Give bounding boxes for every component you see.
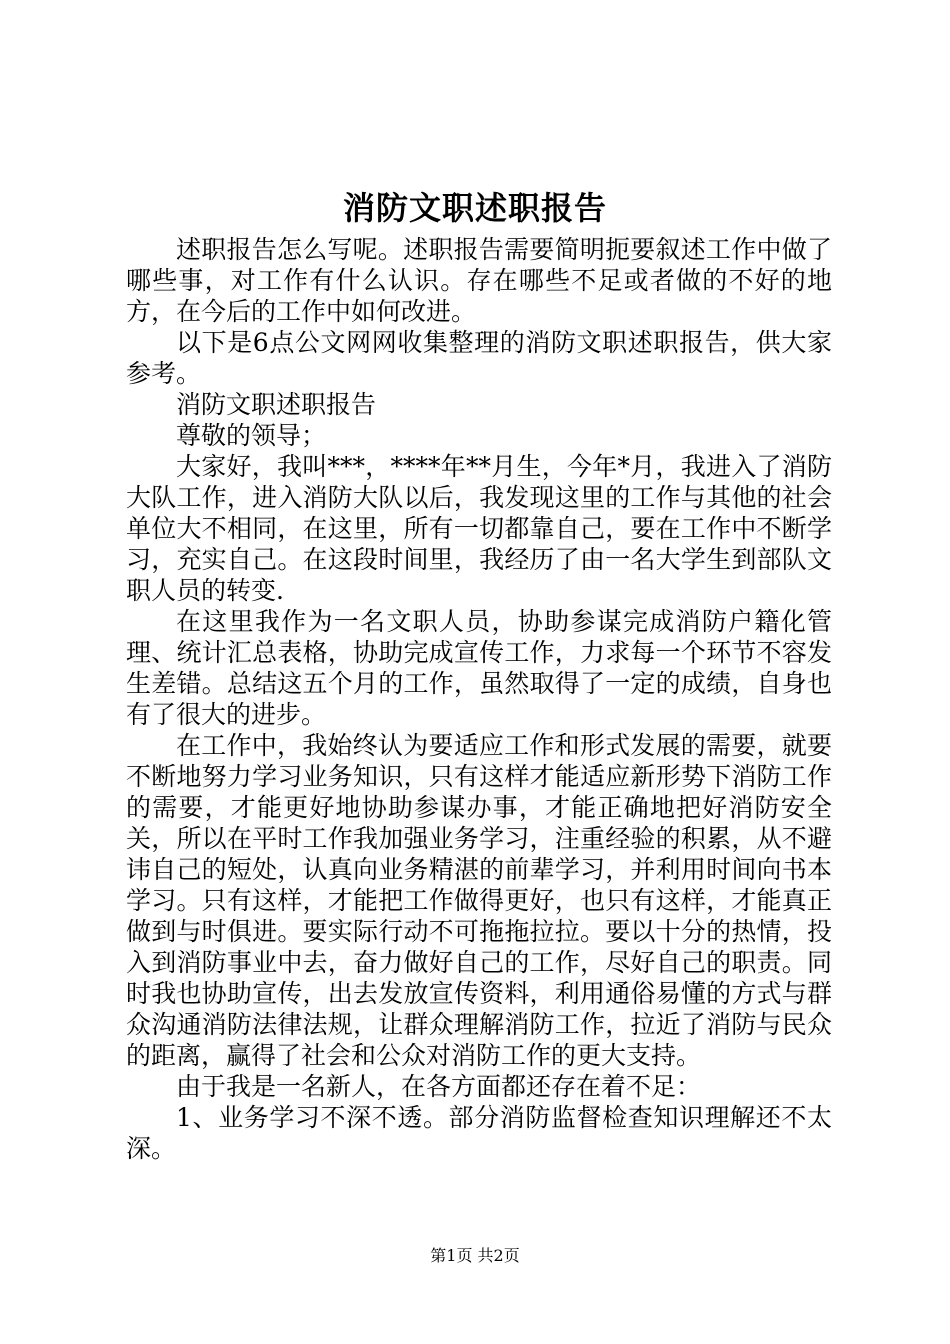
paragraph-work-attitude: 在工作中，我始终认为要适应工作和形式发展的需要，就要不断地努力学习业务知识，只有这样才能适应新形势下消防工作的需要，才能更好地协助参谋办事，才能正确地把好消防安全关，所以在平时工作我加强业务学习，注重经验的积累，从不避讳自己的短处，认真向业务精湛的前辈学习，并利用时间向书本学习。只有这样，才能把工作做得更好，也只有这样，才能真正做到与时俱进。要实际行动不可拖拖拉拉。要以十分的热情，投入到消防事业中去，奋力做好自己的工作，尽好自己的职责。同时我也协助宣传，出去发放宣传资料，利用通俗易懂的方式与群众沟通消防法律法规，让群众理解消防工作，拉近了消防与民众的距离，赢得了社会和公众对消防工作的更大支持。 xyxy=(126,731,832,1070)
page-footer: 第1页 共2页 xyxy=(430,1246,520,1265)
paragraph-intro: 述职报告怎么写呢。述职报告需要简明扼要叙述工作中做了哪些事，对工作有什么认识。存在哪些不足或者做的不好的地方，在今后的工作中如何改进。 xyxy=(126,235,832,326)
paragraph-self-introduction: 大家好，我叫***，****年**月生，今年*月，我进入了消防大队工作，进入消防大队以后，我发现这里的工作与其他的社会单位大不相同，在这里，所有一切都靠自己，要在工作中不断学习，充实自己。在这段时间里，我经历了由一名大学生到部队文职人员的转变. xyxy=(126,452,832,605)
paragraph-shortcoming-1: 1、业务学习不深不透。部分消防监督检查知识理解还不太深。 xyxy=(126,1103,832,1163)
paragraph-salutation: 尊敬的领导； xyxy=(176,421,327,450)
paragraph-source: 以下是6点公文网网收集整理的消防文职述职报告，供大家参考。 xyxy=(126,328,832,388)
document-body xyxy=(126,234,832,1164)
paragraph-shortcomings-intro: 由于我是一名新人，在各方面都还存在着不足： xyxy=(176,1072,702,1101)
paragraph-duties: 在这里我作为一名文职人员，协助参谋完成消防户籍化管理、统计汇总表格，协助完成宣传工作，力求每一个环节不容发生差错。总结这五个月的工作，虽然取得了一定的成绩，自身也有了很大的进步。 xyxy=(126,607,832,729)
paragraph-subtitle: 消防文职述职报告 xyxy=(176,390,377,419)
document-title: 消防文职述职报告 xyxy=(342,189,607,227)
